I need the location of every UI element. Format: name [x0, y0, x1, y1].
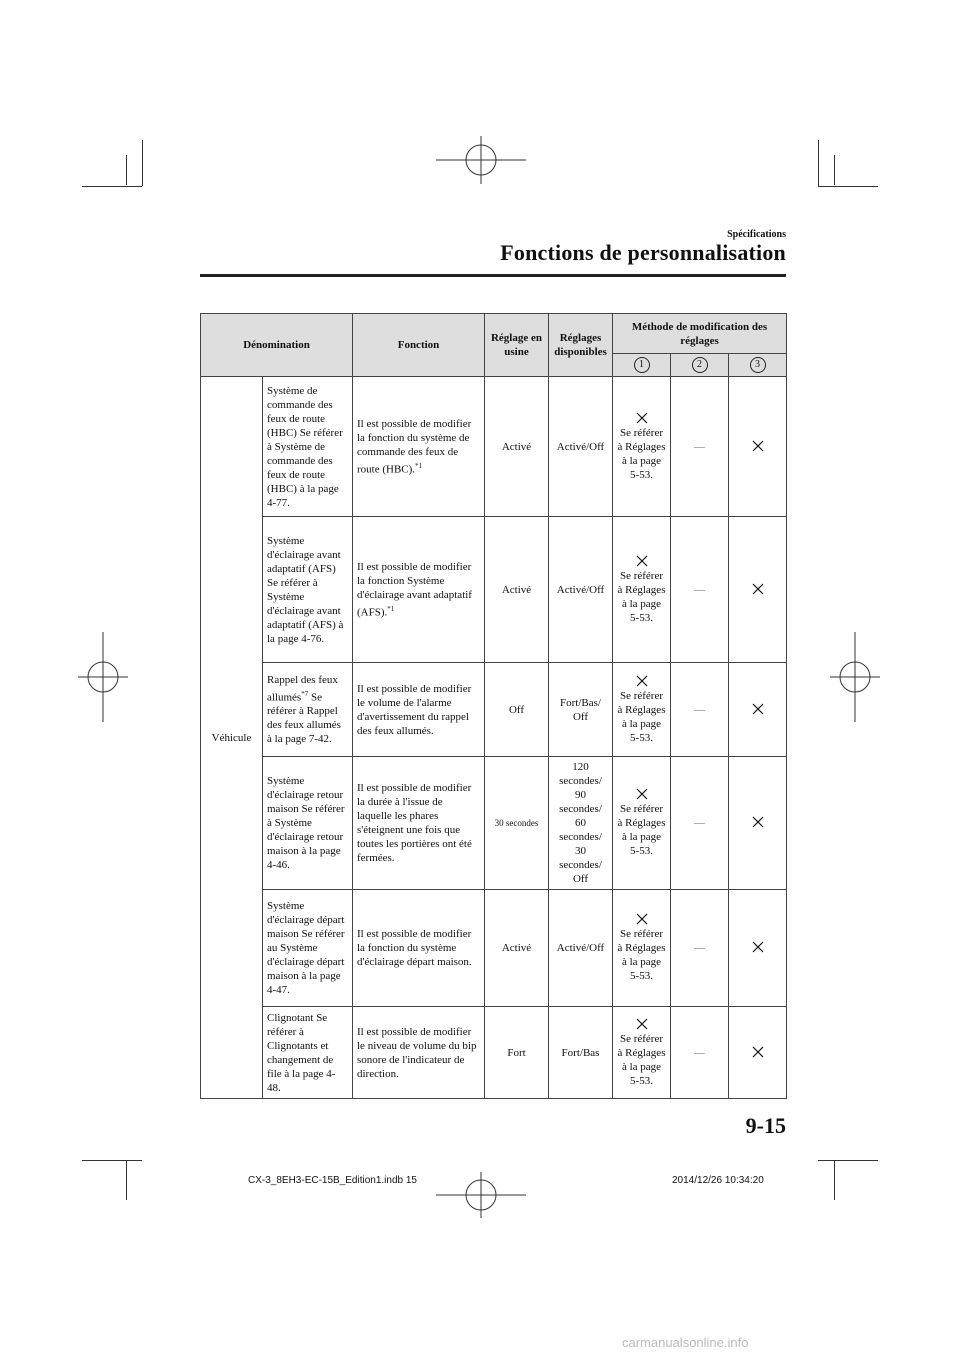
cross-icon [752, 1046, 764, 1058]
circled-number-icon: 2 [692, 357, 708, 373]
registration-mark-icon [436, 136, 526, 184]
function-cell: Il est possible de modifier le niveau de volume du bip sonore de l'indicateur de direction. [353, 1007, 485, 1099]
factory-cell: Fort [485, 1007, 549, 1099]
method-2-cell: — [671, 663, 729, 757]
method-1-cell: Se référer à Réglages à la page 5-53. [613, 1007, 671, 1099]
registration-mark-icon [436, 1172, 526, 1218]
crop-mark [834, 1160, 835, 1200]
available-cell: Activé/Off [549, 377, 613, 517]
name-cell: Clignotant Se référer à Clignotants et changement de file à la page 4-48. [263, 1007, 353, 1099]
method-2-cell: — [671, 377, 729, 517]
table-row [201, 517, 787, 663]
header-method: Méthode de modification des réglages [613, 314, 787, 354]
factory-cell: Off [485, 663, 549, 757]
circled-number-icon: 3 [750, 357, 766, 373]
available-cell: 120 secondes/ 90 secondes/ 60 secondes/ 30 secondes/ Off [549, 757, 613, 890]
table-row [201, 663, 787, 757]
name-cell: Rappel des feux allumés$^{*7}$ Se référer à Rappel des feux allumés à la page 7-42. [263, 663, 353, 757]
crop-mark [818, 140, 819, 186]
method-2-cell: — [671, 1007, 729, 1099]
page-title: Fonctions de personnalisation [500, 240, 786, 265]
footer-file-name: CX-3_8EH3-EC-15B_Edition1.indb 15 [248, 1175, 417, 1186]
cross-icon [636, 1018, 648, 1030]
method-1-cell: Se référer à Réglages à la page 5-53. [613, 663, 671, 757]
method-1-cell: Se référer à Réglages à la page 5-53. [613, 377, 671, 517]
name-cell: Système d'éclairage avant adaptatif (AFS) Se référer à Système d'éclairage avant adaptatif (AFS) à la page 4-76. [263, 517, 353, 663]
method-2-cell: — [671, 517, 729, 663]
method-3-cell [729, 517, 787, 663]
factory-cell: Activé [485, 890, 549, 1007]
page-number: 9-15 [745, 1113, 786, 1138]
cross-icon [636, 788, 648, 800]
table-row [201, 757, 787, 890]
circled-number-icon: 1 [634, 357, 650, 373]
method-2-cell: — [671, 890, 729, 1007]
crop-mark [126, 155, 127, 185]
method-1-cell: Se référer à Réglages à la page 5-53. [613, 517, 671, 663]
method-3-cell [729, 377, 787, 517]
method-1-cell: Se référer à Réglages à la page 5-53. [613, 890, 671, 1007]
cross-icon [752, 703, 764, 715]
method-3-cell [729, 663, 787, 757]
factory-cell: Activé [485, 517, 549, 663]
factory-cell: 30 secondes [485, 757, 549, 890]
method-3-cell [729, 1007, 787, 1099]
cross-icon [752, 440, 764, 452]
table-row [201, 377, 787, 517]
crop-mark [834, 155, 835, 185]
cross-icon [636, 412, 648, 424]
header-method-1 [613, 354, 671, 377]
section-label: Spécifications [727, 229, 786, 240]
available-cell: Fort/Bas [549, 1007, 613, 1099]
function-cell: Il est possible de modifier le volume de l'alarme d'avertissement du rappel des feux allumés. [353, 663, 485, 757]
cross-icon [752, 583, 764, 595]
function-cell: Il est possible de modifier la fonction du système d'éclairage départ maison. [353, 890, 485, 1007]
cross-icon [636, 675, 648, 687]
name-cell: Système d'éclairage départ maison Se référer au Système d'éclairage départ maison à la page 4-47. [263, 890, 353, 1007]
available-cell: Activé/Off [549, 890, 613, 1007]
method-3-cell [729, 890, 787, 1007]
method-2-cell: — [671, 757, 729, 890]
table-row [201, 890, 787, 1007]
footer-timestamp: 2014/12/26 10:34:20 [672, 1175, 764, 1186]
crop-mark [82, 186, 142, 187]
cross-icon [752, 941, 764, 953]
registration-mark-icon [78, 632, 128, 722]
header-available-settings: Réglages disponibles [549, 314, 613, 377]
group-cell: Véhicule [201, 377, 263, 1099]
header-function: Fonction [353, 314, 485, 377]
name-cell: Système d'éclairage retour maison Se référer à Système d'éclairage retour maison à la page 4-46. [263, 757, 353, 890]
crop-mark [818, 1160, 878, 1161]
available-cell: Activé/Off [549, 517, 613, 663]
crop-mark [126, 1160, 127, 1200]
cross-icon [636, 555, 648, 567]
title-rule [200, 274, 786, 277]
header-method-2 [671, 354, 729, 377]
crop-mark [818, 186, 878, 187]
header-factory-setting: Réglage en usine [485, 314, 549, 377]
name-cell: Système de commande des feux de route (HBC) Se référer à Système de commande des feux de route (HBC) à la page 4-77. [263, 377, 353, 517]
method-1-cell: Se référer à Réglages à la page 5-53. [613, 757, 671, 890]
function-cell: Il est possible de modifier la fonction Système d'éclairage avant adaptatif (AFS).$^{*1}$ [353, 517, 485, 663]
available-cell: Fort/Bas/ Off [549, 663, 613, 757]
registration-mark-icon [830, 632, 880, 722]
customization-table [200, 313, 787, 1099]
crop-mark [142, 140, 143, 186]
cross-icon [636, 913, 648, 925]
function-cell: Il est possible de modifier la fonction du système de commande des feux de route (HBC).$^{*1}$ [353, 377, 485, 517]
table-row [201, 1007, 787, 1099]
factory-cell: Activé [485, 377, 549, 517]
crop-mark [82, 1160, 142, 1161]
method-3-cell [729, 757, 787, 890]
function-cell: Il est possible de modifier la durée à l'issue de laquelle les phares s'éteignent une fois que toutes les portières ont été fermées. [353, 757, 485, 890]
watermark: carmanualsonline.info [622, 1335, 749, 1350]
header-method-3 [729, 354, 787, 377]
cross-icon [752, 816, 764, 828]
header-name: Dénomination [201, 314, 353, 377]
